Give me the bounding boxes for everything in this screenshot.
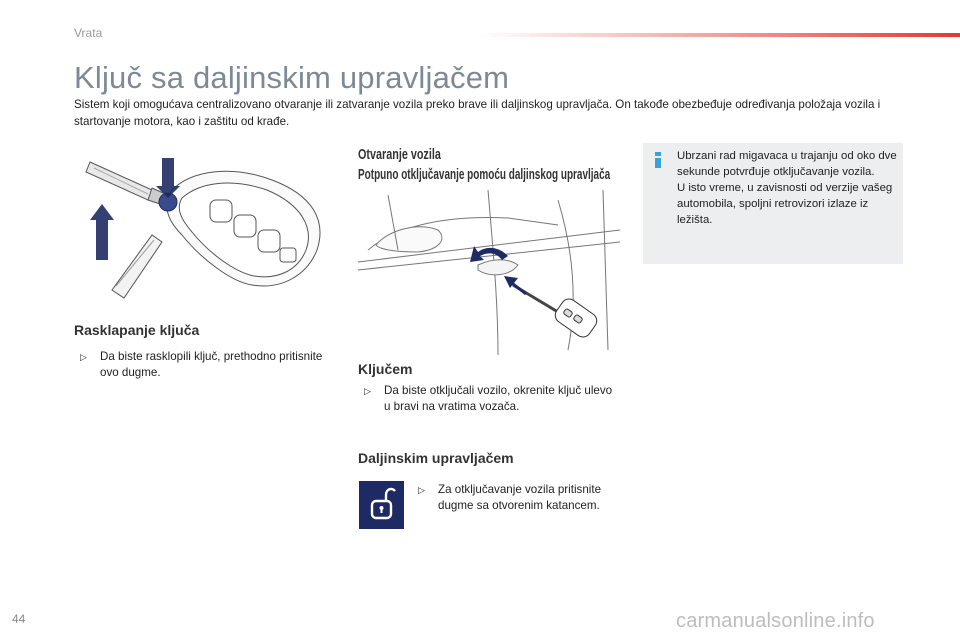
watermark: carmanualsonline.info (676, 610, 875, 632)
bullet-arrow-icon: ▷ (80, 352, 87, 362)
section-heading-opening: Otvaranje vozila (358, 146, 441, 163)
key-bullet-text: Da biste otključali vozilo, okrenite ključ ulevo u bravi na vratima vozača. (384, 384, 613, 413)
remote-bullet (418, 482, 618, 514)
page-number: 44 (12, 612, 26, 626)
remote-bullet-text: Za otključavanje vozila pritisnite dugme sa otvorenim katancem. (438, 483, 602, 512)
door-unlock-illustration (358, 190, 620, 355)
section-label: Vrata (74, 26, 103, 40)
info-text-line-2: U isto vreme, u zavisnosti od verzije vašeg automobila, spoljni retrovizori izlaze iz ležišta. (677, 182, 893, 226)
page-title: Ključ sa daljinskim upravljačem (74, 60, 510, 95)
remote-heading: Daljinskim upravljačem (358, 450, 514, 466)
info-icon (654, 152, 662, 168)
bullet-arrow-icon: ▷ (364, 386, 371, 396)
bullet-arrow-icon: ▷ (418, 485, 425, 495)
header-rule (480, 33, 960, 37)
info-text-line-1: Ubrzani rad migavaca u trajanju od oko dve sekunde potvrđuje otključavanje vozila. (677, 150, 897, 178)
key-heading: Ključem (358, 361, 413, 377)
key-bullet (364, 383, 614, 415)
info-text (677, 148, 897, 228)
open-padlock-icon (359, 481, 404, 529)
folding-key-illustration (82, 150, 332, 300)
unlock-button-pictogram (359, 481, 404, 529)
section-heading-full-unlock: Potpuno otključavanje pomoću daljinskog upravljača (358, 166, 611, 183)
folding-key-heading: Rasklapanje ključa (74, 322, 200, 338)
intro-paragraph: Sistem koji omogućava centralizovano otvaranje ili zatvaranje vozila preko brave ili daljinskog upravljača. On takođe obezbeđuje određivanja položaja vozila i startovanje motora, kao i zaštitu od krađe. (74, 98, 881, 128)
folding-key-bullet (80, 349, 342, 381)
folding-key-bullet-text: Da biste rasklopili ključ, prethodno pritisnite ovo dugme. (100, 350, 323, 379)
